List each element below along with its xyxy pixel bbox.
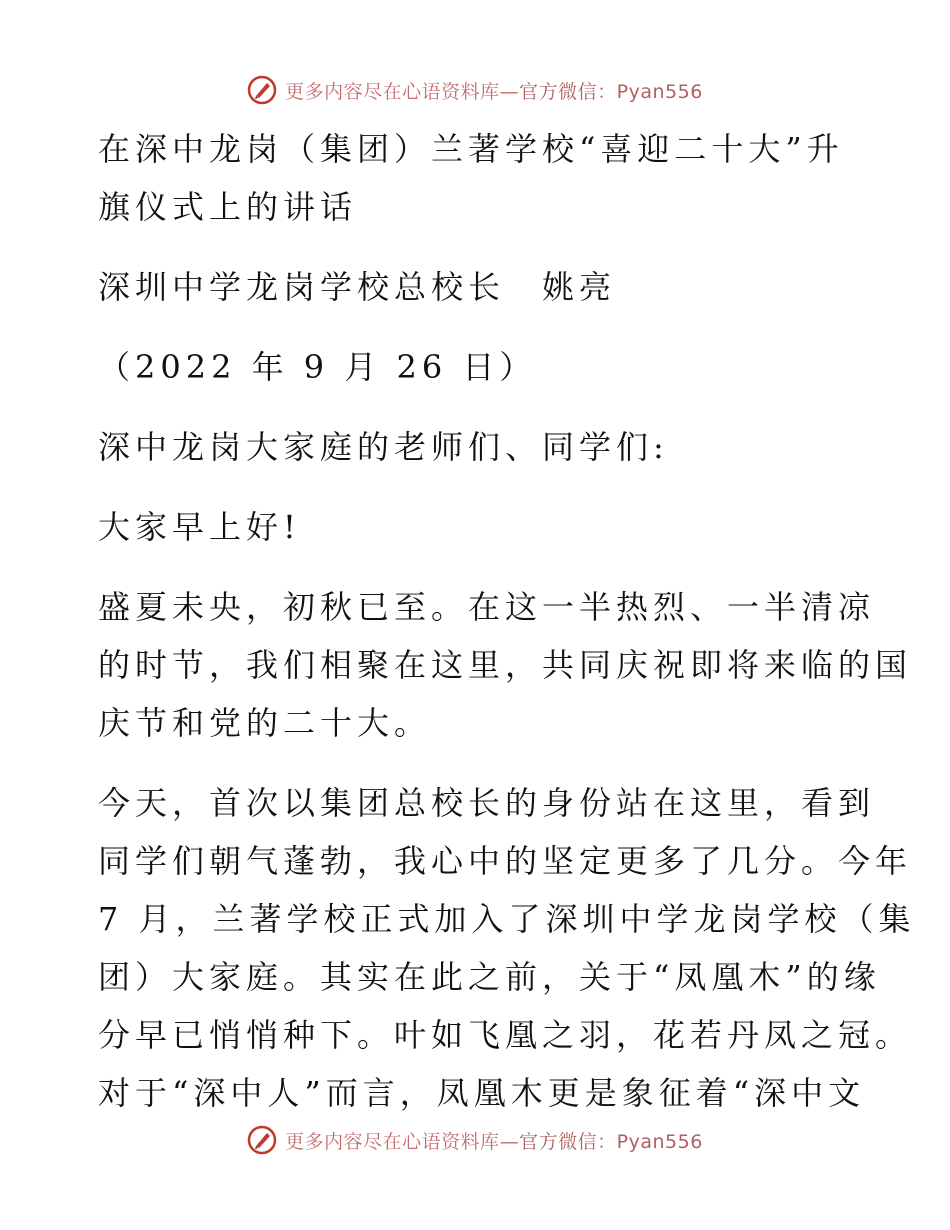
- paragraph-1-line-1: 盛夏未央，初秋已至。在这一半热烈、一半清凉: [98, 588, 876, 626]
- paragraph-2-line-6: 对于“深中人”而言，凤凰木更是象征着“深中文: [98, 1074, 866, 1112]
- paragraph-1-line-3: 庆节和党的二十大。: [98, 704, 432, 742]
- pen-logo-icon: [247, 1125, 277, 1155]
- title-line-1: 在深中龙岗（集团）兰著学校“喜迎二十大”升: [98, 130, 844, 168]
- salutation: 深中龙岗大家庭的老师们、同学们:: [98, 428, 669, 466]
- author-line: 深圳中学龙岗学校总校长 姚亮: [98, 268, 617, 306]
- paragraph-2-line-2: 同学们朝气蓬勃，我心中的坚定更多了几分。今年: [98, 842, 913, 880]
- document-body: [98, 120, 916, 1122]
- paragraph-1-line-2: 的时节，我们相聚在这里，共同庆祝即将来临的国: [98, 646, 913, 684]
- paragraph-2-line-4: 团）大家庭。其实在此之前，关于“凤凰木”的缘: [98, 958, 881, 996]
- footer-watermark: [0, 1120, 950, 1160]
- header-watermark: [0, 70, 950, 110]
- pen-logo-icon: [247, 75, 277, 105]
- paragraph-2-line-5: 分早已悄悄种下。叶如飞凰之羽，花若丹凤之冠。: [98, 1016, 913, 1054]
- watermark-text: 更多内容尽在心语资料库—官方微信：Pyan556: [285, 80, 703, 103]
- greeting: 大家早上好!: [98, 508, 301, 546]
- paragraph-2-line-1: 今天，首次以集团总校长的身份站在这里，看到: [98, 784, 876, 822]
- paragraph-2-line-3: 7 月，兰著学校正式加入了深圳中学龙岗学校（集: [98, 900, 916, 938]
- date-line: （2022 年 9 月 26 日）: [98, 348, 537, 386]
- watermark-text: 更多内容尽在心语资料库—官方微信：Pyan556: [285, 1130, 703, 1153]
- title-line-2: 旗仪式上的讲话: [98, 188, 358, 226]
